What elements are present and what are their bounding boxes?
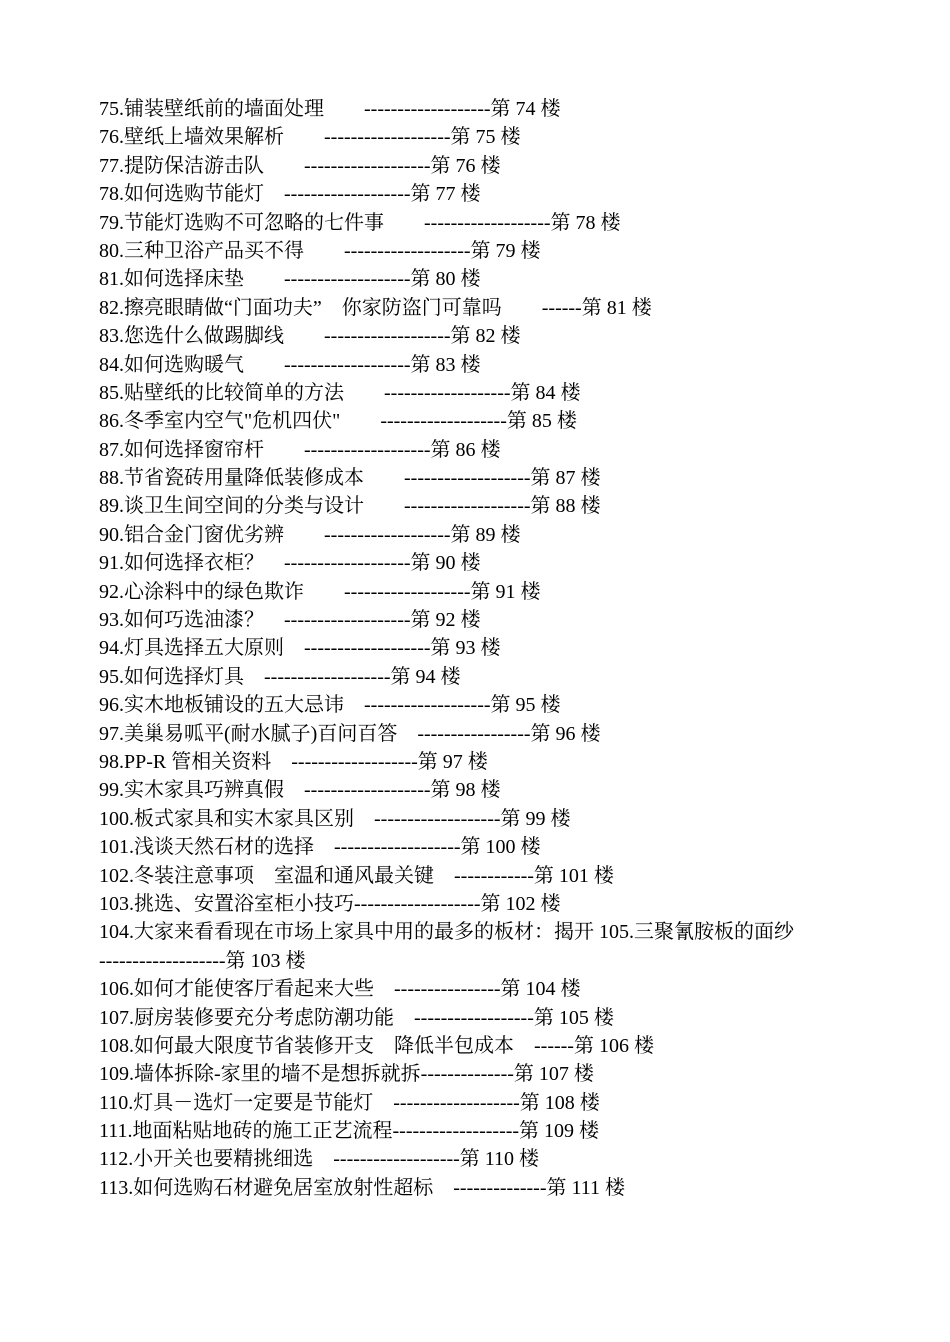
toc-line: 111.地面粘贴地砖的施工正艺流程-------------------第 109 楼 (99, 1120, 600, 1143)
toc-line: 96.实木地板铺设的五大忌讳 -------------------第 95 楼 (99, 694, 561, 717)
toc-line: 93.如何巧选油漆？ -------------------第 92 楼 (99, 609, 481, 632)
toc-line: 79.节能灯选购不可忽略的七件事 -------------------第 78 楼 (99, 211, 621, 234)
toc-line: 88.节省瓷砖用量降低装修成本 -------------------第 87 楼 (99, 467, 601, 490)
document-page (99, 95, 899, 1202)
toc-line: 82.擦亮眼睛做“门面功夫” 你家防盗门可靠吗 ------第 81 楼 (99, 296, 652, 319)
toc-line: 87.如何选择窗帘杆 -------------------第 86 楼 (99, 438, 501, 461)
toc-line: 98.PP-R 管相关资料 -------------------第 97 楼 (99, 750, 488, 773)
toc-line: 90.铝合金门窗优劣辨 -------------------第 89 楼 (99, 523, 521, 546)
toc-line: 85.贴壁纸的比较简单的方法 -------------------第 84 楼 (99, 381, 581, 404)
toc-line: 99.实木家具巧辨真假 -------------------第 98 楼 (99, 779, 501, 802)
toc-line: 100.板式家具和实木家具区别 -------------------第 99 楼 (99, 807, 571, 830)
toc-line: 83.您选什么做踢脚线 -------------------第 82 楼 (99, 325, 521, 348)
toc-line: 86.冬季室内空气"危机四伏" -------------------第 85 楼 (99, 410, 577, 433)
toc-line: 91.如何选择衣柜？ -------------------第 90 楼 (99, 552, 481, 575)
toc-line: 103.挑选、安置浴室柜小技巧-------------------第 102 楼 (99, 892, 561, 915)
toc-line: 92.心涂料中的绿色欺诈 -------------------第 91 楼 (99, 580, 541, 603)
toc-line: 75.铺装壁纸前的墙面处理 -------------------第 74 楼 (99, 98, 561, 120)
toc-line: 94.灯具选择五大原则 -------------------第 93 楼 (99, 637, 501, 660)
toc-line: 104.大家来看看现在市场上家具中用的最多的板材：揭开 105.三聚氰胺板的面纱 (99, 921, 794, 944)
toc-line: 109.墙体拆除-家里的墙不是想拆就拆--------------第 107 楼 (99, 1063, 594, 1086)
toc-line: 89.谈卫生间空间的分类与设计 -------------------第 88 楼 (99, 495, 601, 518)
toc-line: 110.灯具－选灯一定要是节能灯 -------------------第 108 楼 (99, 1091, 600, 1114)
toc-line: 97.美巢易呱平(耐水腻子)百问百答 -----------------第 96 楼 (99, 722, 601, 745)
toc-line: -------------------第 103 楼 (99, 949, 306, 972)
toc-line: 108.如何最大限度节省装修开支 降低半包成本 ------第 106 楼 (99, 1034, 654, 1057)
toc-line: 76.壁纸上墙效果解析 -------------------第 75 楼 (99, 126, 521, 149)
toc-line: 95.如何选择灯具 -------------------第 94 楼 (99, 665, 461, 688)
toc-line: 101.浅谈天然石材的选择 -------------------第 100 楼 (99, 836, 541, 859)
toc-line: 112.小开关也要精挑细选 -------------------第 110 楼 (99, 1148, 540, 1171)
toc-line: 106.如何才能使客厅看起来大些 ----------------第 104 楼 (99, 978, 581, 1001)
toc-line: 77.提防保洁游击队 -------------------第 76 楼 (99, 154, 501, 177)
toc-line: 78.如何选购节能灯 -------------------第 77 楼 (99, 183, 481, 206)
toc-line: 80.三种卫浴产品买不得 -------------------第 79 楼 (99, 239, 541, 262)
toc-line: 81.如何选择床垫 -------------------第 80 楼 (99, 268, 481, 291)
toc-line: 102.冬装注意事项 室温和通风最关键 ------------第 101 楼 (99, 864, 614, 887)
toc-line: 107.厨房装修要充分考虑防潮功能 ------------------第 105 楼 (99, 1006, 614, 1029)
toc-line: 113.如何选购石材避免居室放射性超标 --------------第 111 楼 (99, 1176, 626, 1199)
toc-line: 84.如何选购暖气 -------------------第 83 楼 (99, 353, 481, 376)
